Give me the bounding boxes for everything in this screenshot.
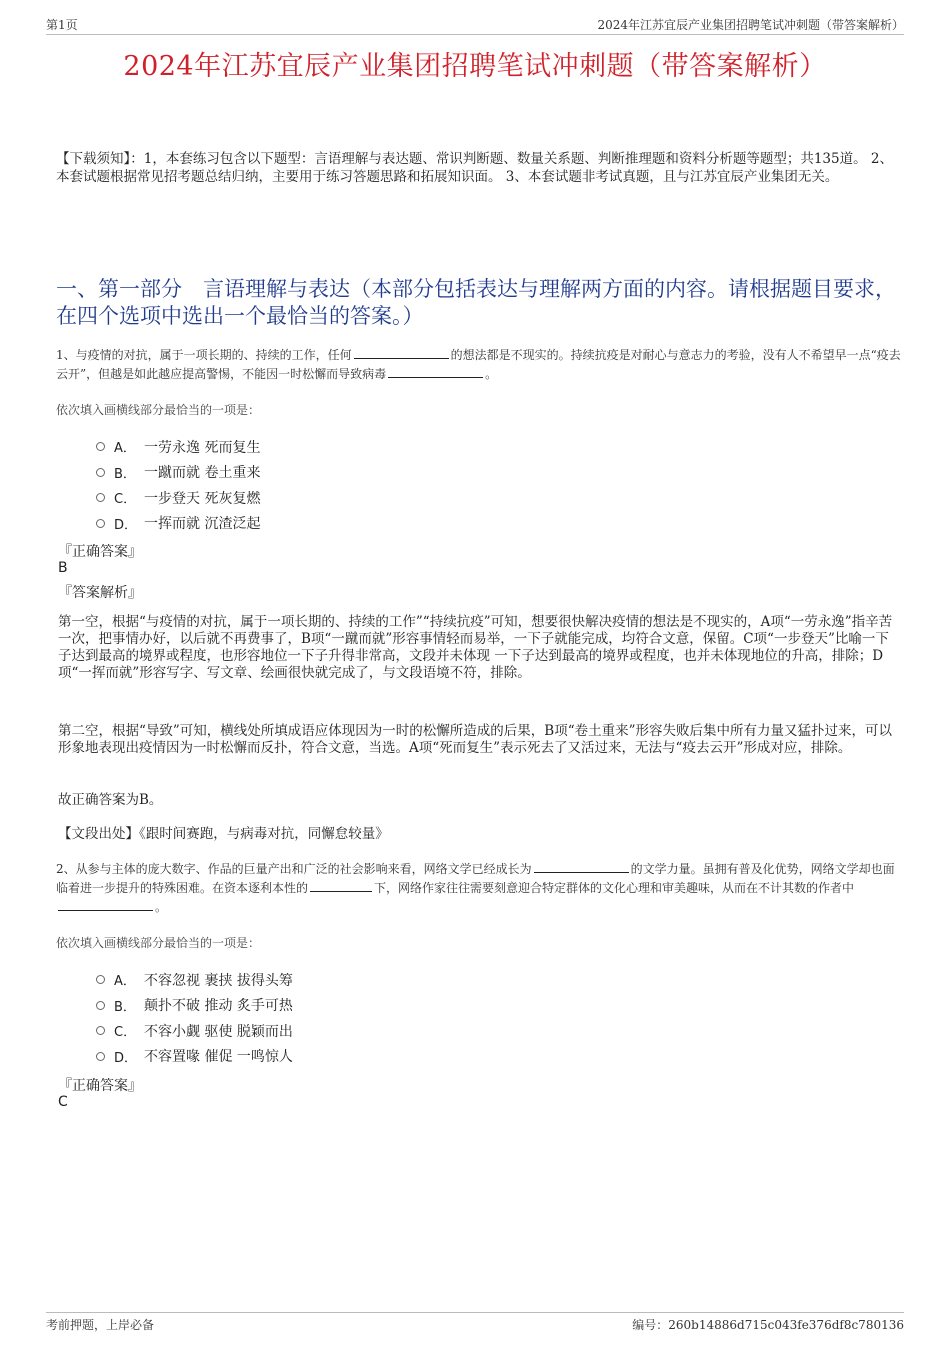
answer-value: B [58, 560, 68, 576]
radio-icon[interactable] [96, 442, 105, 451]
radio-icon[interactable] [96, 468, 105, 477]
question-1-prompt: 依次填入画横线部分最恰当的一项是： [56, 403, 261, 417]
passage-source: 【文段出处】《跟时间赛跑，与病毒对抗，同懈怠较量》 [58, 826, 389, 842]
fill-blank [58, 898, 153, 911]
option-a[interactable]: A． 不容忽视 裹挟 拔得头筹 [96, 967, 293, 993]
option-a[interactable]: A． 一劳永逸 死而复生 [96, 434, 260, 460]
radio-icon[interactable] [96, 1001, 105, 1010]
option-c[interactable]: C． 不容小觑 驱使 脱颖而出 [96, 1018, 293, 1044]
analysis-paragraph: 第二空，根据“导致”可知，横线处所填成语应体现因为一时的松懈所造成的后果，B项“卷土重来”形容失败后集中所有力量又猛扑过来，可以形象地表现出疫情因为一时松懈而反扑，符合文意，当选。A项“死而复生”表示死去了又活过来，无法与“疫去云开”形成对应，排除。 [58, 723, 893, 756]
fill-blank [534, 860, 629, 873]
fill-blank [310, 879, 372, 892]
section-heading: 一、第一部分 言语理解与表达（本部分包括表达与理解两方面的内容。请根据题目要求，在四个选项中选出一个最恰当的答案。） [56, 277, 896, 328]
fill-blank [354, 346, 449, 359]
page-number: 第1页 [46, 18, 78, 32]
analysis-paragraph: 第一空，根据“与疫情的对抗，属于一项长期的、持续的工作”“持续抗疫”可知，想要很快解决疫情的想法是不现实的，A项“一劳永逸”指辛苦一次，把事情办好，以后就不再费事了，B项“一蹴而就”形容事情轻而易举，一下子就能完成，均符合文意，保留。C项“一步登天”比喻一下子达到最高的境界或程度，也形容地位一下子升得非常高，文段并未体现 一下子达到最高的境界或程度，也并未体现地位的升高，排除；D项“一挥而就”形容写字、写文章、绘画很快就完成了，与文段语境不符，排除。 [58, 614, 893, 681]
question-2-prompt: 依次填入画横线部分最恰当的一项是： [56, 936, 261, 950]
page-header [46, 14, 904, 35]
radio-icon[interactable] [96, 1026, 105, 1035]
option-d[interactable]: D． 不容置喙 催促 一鸣惊人 [96, 1044, 293, 1070]
option-b[interactable]: B． 一蹴而就 卷土重来 [96, 460, 260, 486]
radio-icon[interactable] [96, 519, 105, 528]
answer-value: C [58, 1094, 68, 1110]
footer-slogan: 考前押题，上岸必备 [46, 1318, 155, 1332]
radio-icon[interactable] [96, 493, 105, 502]
analysis-label: 『答案解析』 [58, 585, 142, 601]
option-d[interactable]: D． 一挥而就 沉渣泛起 [96, 511, 260, 537]
fill-blank [388, 365, 483, 378]
option-c[interactable]: C． 一步登天 死灰复燃 [96, 485, 260, 511]
answer-label: 『正确答案』 [58, 1078, 142, 1094]
option-b[interactable]: B． 颠扑不破 推动 炙手可热 [96, 993, 293, 1019]
analysis-conclusion: 故正确答案为B。 [58, 792, 163, 808]
radio-icon[interactable] [96, 1052, 105, 1061]
document-title: 2024年江苏宜辰产业集团招聘笔试冲刺题（带答案解析） [123, 51, 827, 82]
question-2-text: 2、从参与主体的庞大数字、作品的巨量产出和广泛的社会影响来看，网络文学已经成长为 的文学力量。虽拥有普及化优势，网络文学却也面临着进一步提升的特殊困难。在资本逐利本性的 下，网络作家往往需要刻意迎合特定群体的文化心理和审美趣味，从而在不计其数的作者中。 [56, 862, 895, 914]
question-1-text: 1、与疫情的对抗，属于一项长期的、持续的工作，任何 的想法都是不现实的。持续抗疫是对耐心与意志力的考验，没有人不希望早一点“疫去云开”，但越是如此越应提高警惕，不能因一时松懈而导致病毒 。 [56, 348, 901, 381]
question-2-options [96, 967, 293, 1069]
header-doc-title: 2024年江苏宜辰产业集团招聘笔试冲刺题（带答案解析） [597, 18, 904, 32]
answer-label: 『正确答案』 [58, 544, 142, 560]
download-notice: 【下载须知】：1，本套练习包含以下题型：言语理解与表达题、常识判断题、数量关系题、判断推理题和资料分析题等题型；共135道。 2、本套试题根据常见招考题总结归纳，主要用于练习答题思路和拓展知识面。 3、本套试题非考试真题，且与江苏宜辰产业集团无关。 [56, 151, 893, 185]
question-1-options [96, 434, 260, 536]
page-footer [46, 1312, 904, 1333]
radio-icon[interactable] [96, 975, 105, 984]
footer-serial: 编号：260b14886d715c043fe376df8c780136 [632, 1318, 904, 1332]
